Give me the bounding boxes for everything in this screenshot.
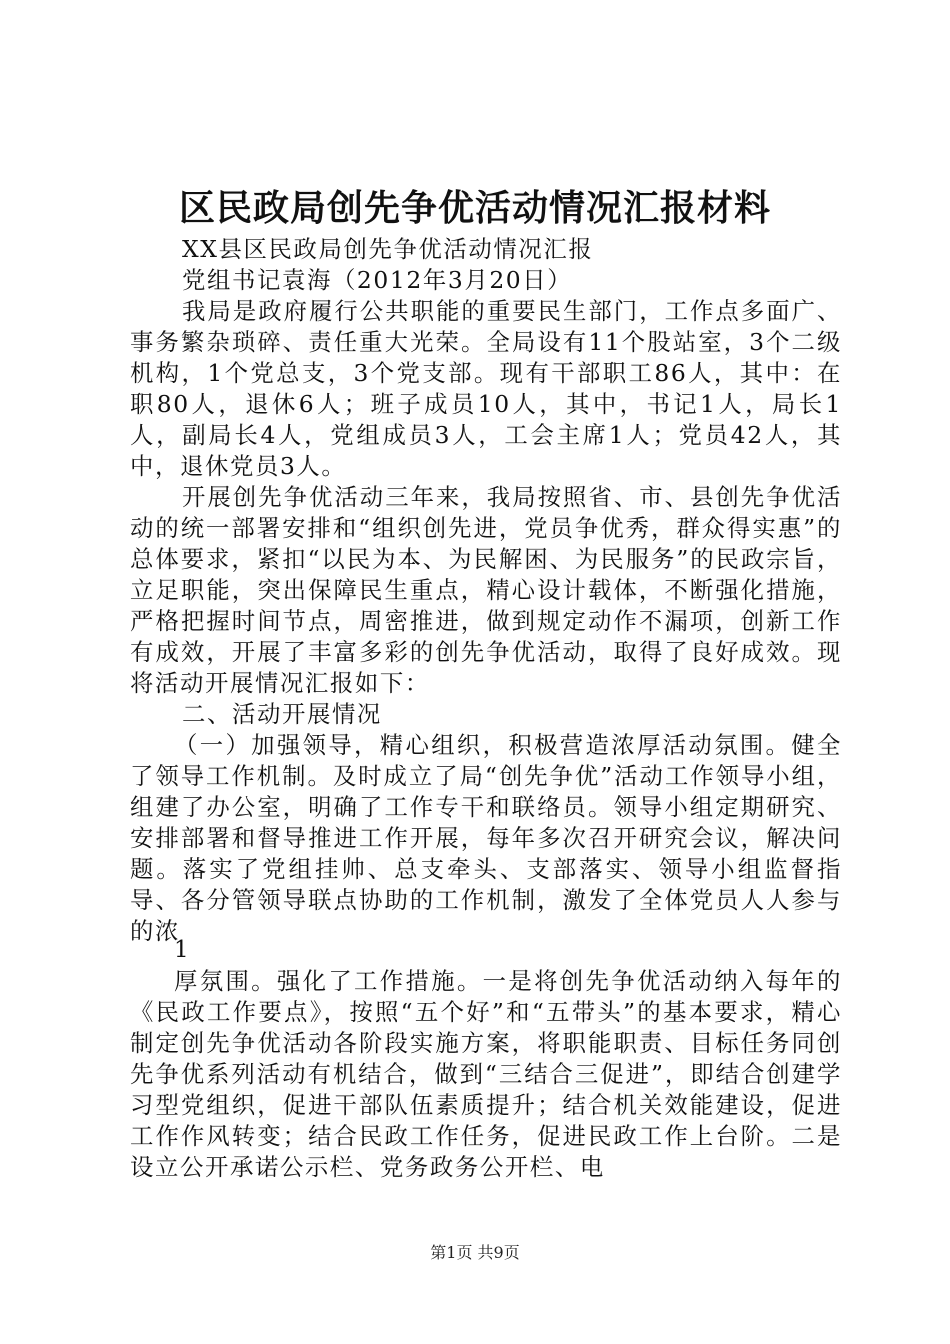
paragraph-1: 我局是政府履行公共职能的重要民生部门，工作点多面广、事务繁杂琐碎、责任重大光荣。全局设有11个股站室，3个二级机构，1个党总支，3个党支部。现有干部职工86人，其中：在职80人，退休6人；班子成员10人，其中，书记1人，局长1人，副局长4人，党组成员3人，工会主席1人；党员42人，其中，退休党员3人。 [130,297,842,480]
document-subtitle: XX县区民政局创先争优活动情况汇报 [182,235,594,263]
document-body-top [130,234,842,947]
author-line: 党组书记袁海（2012年3月20日） [182,266,573,294]
paragraph-2: 开展创先争优活动三年来，我局按照省、市、县创先争优活动的统一部署安排和“组织创先进，党员争优秀，群众得实惠”的总体要求，紧扣“以民为本、为民解困、为民服务”的民政宗旨，立足职能，突出保障民生重点，精心设计载体，不断强化措施，严格把握时间节点，周密推进，做到规定动作不漏项，创新工作有成效，开展了丰富多彩的创先争优活动，取得了良好成效。现将活动开展情况汇报如下： [130,483,842,697]
page-footer: 第1页 共9页 [430,1243,520,1262]
section-heading: 二、活动开展情况 [182,700,382,728]
paragraph-3: （一）加强领导，精心组织，积极营造浓厚活动氛围。健全了领导工作机制。及时成立了局“创先争优”活动工作领导小组，组建了办公室，明确了工作专干和联络员。领导小组定期研究、安排部署和督导推进工作开展，每年多次召开研究会议，解决问题。落实了党组挂帅、总支牵头、支部落实、领导小组监督指导、各分管领导联点协助的工作机制，激发了全体党员人人参与的浓 [130,731,842,945]
document-body-bottom [130,966,842,1183]
paragraph-4: 厚氛围。强化了工作措施。一是将创先争优活动纳入每年的《民政工作要点》，按照“五个好”和“五带头”的基本要求，精心制定创先争优活动各阶段实施方案，将职能职责、目标任务同创先争优系列活动有机结合，做到“三结合三促进”，即结合创建学习型党组织，促进干部队伍素质提升；结合机关效能建设，促进工作作风转变；结合民政工作任务，促进民政工作上台阶。二是设立公开承诺公示栏、党务政务公开栏、电 [130,967,842,1181]
inline-page-number: 1 [174,937,189,963]
document-title: 区民政局创先争优活动情况汇报材料 [178,187,771,229]
